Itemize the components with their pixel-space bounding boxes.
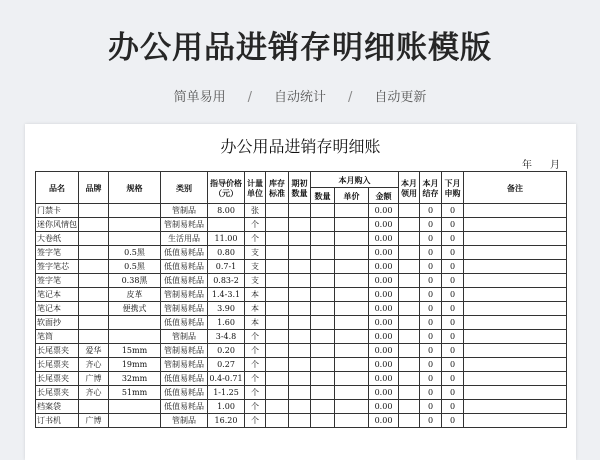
table-row <box>36 358 567 372</box>
cell-unit-price <box>335 344 369 358</box>
cell-brand: 爱华 <box>79 344 109 358</box>
cell-amount: 0.00 <box>369 288 399 302</box>
cell-name: 笔记本 <box>36 288 79 302</box>
cell-spec: 32mm <box>109 372 161 386</box>
table-row <box>36 260 567 274</box>
cell-unit: 个 <box>245 358 266 372</box>
cell-category: 低值易耗品 <box>161 246 208 260</box>
cell-qty <box>311 344 335 358</box>
cell-balance: 0 <box>420 330 442 344</box>
cell-opening-qty <box>289 386 311 400</box>
cell-unit: 个 <box>245 372 266 386</box>
cell-request: 0 <box>442 274 464 288</box>
col-header-stock-standard: 库存标准 <box>266 172 289 204</box>
cell-spec: 0.38黑 <box>109 274 161 288</box>
cell-stock-standard <box>266 372 289 386</box>
cell-stock-standard <box>266 386 289 400</box>
cell-guide-price: 1.00 <box>208 400 245 414</box>
cell-note <box>464 232 567 246</box>
cell-unit: 个 <box>245 400 266 414</box>
cell-request: 0 <box>442 344 464 358</box>
table-row <box>36 204 567 218</box>
cell-unit: 个 <box>245 330 266 344</box>
cell-guide-price: 0.80 <box>208 246 245 260</box>
cell-unit: 个 <box>245 414 266 428</box>
cell-category: 管制品 <box>161 414 208 428</box>
cell-brand <box>79 400 109 414</box>
cell-opening-qty <box>289 400 311 414</box>
cell-note <box>464 330 567 344</box>
cell-guide-price: 1.4-3.1 <box>208 288 245 302</box>
cell-balance: 0 <box>420 246 442 260</box>
cell-brand <box>79 330 109 344</box>
cell-unit: 本 <box>245 288 266 302</box>
table-row <box>36 302 567 316</box>
cell-guide-price: 11.00 <box>208 232 245 246</box>
cell-spec: 0.5黑 <box>109 246 161 260</box>
cell-balance: 0 <box>420 316 442 330</box>
cell-category: 低值易耗品 <box>161 260 208 274</box>
cell-brand <box>79 288 109 302</box>
cell-name: 签字笔芯 <box>36 260 79 274</box>
cell-amount: 0.00 <box>369 386 399 400</box>
cell-name: 签字笔 <box>36 246 79 260</box>
cell-category: 低值易耗品 <box>161 400 208 414</box>
cell-request: 0 <box>442 400 464 414</box>
cell-category: 管制易耗品 <box>161 358 208 372</box>
cell-amount: 0.00 <box>369 302 399 316</box>
table-row <box>36 232 567 246</box>
cell-used <box>399 232 420 246</box>
cell-brand <box>79 204 109 218</box>
cell-amount: 0.00 <box>369 344 399 358</box>
cell-balance: 0 <box>420 232 442 246</box>
cell-stock-standard <box>266 232 289 246</box>
cell-used <box>399 246 420 260</box>
col-header-purchase-group: 本月购入 <box>311 172 399 188</box>
cell-balance: 0 <box>420 260 442 274</box>
cell-used <box>399 260 420 274</box>
cell-balance: 0 <box>420 288 442 302</box>
spreadsheet-preview <box>25 124 576 460</box>
cell-opening-qty <box>289 274 311 288</box>
cell-used <box>399 400 420 414</box>
cell-balance: 0 <box>420 302 442 316</box>
cell-unit-price <box>335 302 369 316</box>
ledger-body <box>36 204 567 428</box>
cell-guide-price: 8.00 <box>208 204 245 218</box>
cell-used <box>399 274 420 288</box>
table-row <box>36 288 567 302</box>
cell-name: 迷你风情包 <box>36 218 79 232</box>
table-row <box>36 414 567 428</box>
table-row <box>36 330 567 344</box>
cell-note <box>464 414 567 428</box>
cell-qty <box>311 260 335 274</box>
cell-qty <box>311 386 335 400</box>
cell-unit-price <box>335 218 369 232</box>
col-header-request: 下月申购 <box>442 172 464 204</box>
cell-unit: 个 <box>245 232 266 246</box>
cell-qty <box>311 372 335 386</box>
cell-unit-price <box>335 232 369 246</box>
cell-spec <box>109 414 161 428</box>
cell-category: 管制易耗品 <box>161 344 208 358</box>
cell-qty <box>311 302 335 316</box>
page-title: 办公用品进销存明细账模版 <box>108 30 492 66</box>
cell-brand <box>79 260 109 274</box>
tag-separator: / <box>247 90 252 105</box>
cell-note <box>464 358 567 372</box>
cell-category: 低值易耗品 <box>161 274 208 288</box>
cell-used <box>399 344 420 358</box>
cell-amount: 0.00 <box>369 372 399 386</box>
cell-name: 笔记本 <box>36 302 79 316</box>
cell-request: 0 <box>442 260 464 274</box>
tag-separator: / <box>348 90 353 105</box>
cell-spec: 15mm <box>109 344 161 358</box>
cell-unit-price <box>335 260 369 274</box>
table-row <box>36 316 567 330</box>
ledger-table <box>35 171 567 428</box>
cell-spec <box>109 330 161 344</box>
cell-unit: 个 <box>245 386 266 400</box>
cell-brand <box>79 302 109 316</box>
cell-brand: 齐心 <box>79 386 109 400</box>
col-header-brand: 品牌 <box>79 172 109 204</box>
cell-guide-price: 3-4.8 <box>208 330 245 344</box>
cell-guide-price: 0.83-2 <box>208 274 245 288</box>
cell-unit: 本 <box>245 316 266 330</box>
table-row <box>36 274 567 288</box>
cell-opening-qty <box>289 204 311 218</box>
cell-used <box>399 358 420 372</box>
cell-used <box>399 330 420 344</box>
cell-guide-price <box>208 218 245 232</box>
cell-category: 低值易耗品 <box>161 386 208 400</box>
cell-amount: 0.00 <box>369 218 399 232</box>
cell-unit-price <box>335 330 369 344</box>
col-header-unit: 计量单位 <box>245 172 266 204</box>
cell-balance: 0 <box>420 204 442 218</box>
cell-qty <box>311 330 335 344</box>
cell-name: 大卷纸 <box>36 232 79 246</box>
cell-name: 笔筒 <box>36 330 79 344</box>
cell-guide-price: 16.20 <box>208 414 245 428</box>
cell-note <box>464 316 567 330</box>
cell-spec <box>109 400 161 414</box>
cell-spec: 便携式 <box>109 302 161 316</box>
cell-qty <box>311 274 335 288</box>
cell-note <box>464 260 567 274</box>
col-header-unit-price: 单价 <box>335 188 369 204</box>
cell-unit: 支 <box>245 246 266 260</box>
cell-balance: 0 <box>420 274 442 288</box>
cell-unit-price <box>335 400 369 414</box>
cell-unit: 张 <box>245 204 266 218</box>
cell-qty <box>311 358 335 372</box>
cell-stock-standard <box>266 344 289 358</box>
col-header-used: 本月领用 <box>399 172 420 204</box>
cell-request: 0 <box>442 246 464 260</box>
cell-note <box>464 386 567 400</box>
cell-note <box>464 372 567 386</box>
table-row <box>36 246 567 260</box>
cell-balance: 0 <box>420 372 442 386</box>
cell-unit: 个 <box>245 218 266 232</box>
col-header-opening-qty: 期初数量 <box>289 172 311 204</box>
cell-qty <box>311 232 335 246</box>
cell-category: 管制易耗品 <box>161 302 208 316</box>
cell-spec <box>109 204 161 218</box>
cell-unit-price <box>335 372 369 386</box>
cell-brand: 广博 <box>79 414 109 428</box>
cell-brand <box>79 232 109 246</box>
cell-stock-standard <box>266 316 289 330</box>
cell-opening-qty <box>289 246 311 260</box>
cell-request: 0 <box>442 386 464 400</box>
cell-category: 管制易耗品 <box>161 288 208 302</box>
table-row <box>36 386 567 400</box>
cell-opening-qty <box>289 232 311 246</box>
cell-request: 0 <box>442 330 464 344</box>
cell-spec: 19mm <box>109 358 161 372</box>
cell-amount: 0.00 <box>369 414 399 428</box>
cell-amount: 0.00 <box>369 204 399 218</box>
cell-used <box>399 372 420 386</box>
cell-amount: 0.00 <box>369 330 399 344</box>
cell-guide-price: 1-1.25 <box>208 386 245 400</box>
cell-note <box>464 274 567 288</box>
cell-note <box>464 218 567 232</box>
cell-spec <box>109 316 161 330</box>
cell-note <box>464 400 567 414</box>
cell-brand <box>79 218 109 232</box>
cell-used <box>399 414 420 428</box>
cell-guide-price: 0.27 <box>208 358 245 372</box>
cell-unit-price <box>335 204 369 218</box>
cell-qty <box>311 204 335 218</box>
cell-request: 0 <box>442 358 464 372</box>
col-header-balance: 本月结存 <box>420 172 442 204</box>
cell-amount: 0.00 <box>369 274 399 288</box>
cell-name: 长尾票夹 <box>36 386 79 400</box>
sheet-title: 办公用品进销存明细账 <box>220 137 381 156</box>
cell-amount: 0.00 <box>369 358 399 372</box>
cell-note <box>464 302 567 316</box>
cell-brand <box>79 246 109 260</box>
cell-unit-price <box>335 386 369 400</box>
cell-qty <box>311 218 335 232</box>
cell-name: 档案袋 <box>36 400 79 414</box>
cell-brand <box>79 316 109 330</box>
cell-stock-standard <box>266 260 289 274</box>
cell-guide-price: 3.90 <box>208 302 245 316</box>
cell-unit-price <box>335 316 369 330</box>
tag-auto-update: 自动更新 <box>374 90 427 105</box>
year-label: 年 <box>522 160 532 171</box>
cell-note <box>464 288 567 302</box>
cell-unit: 个 <box>245 344 266 358</box>
cell-category: 管制品 <box>161 204 208 218</box>
cell-unit-price <box>335 414 369 428</box>
table-row <box>36 400 567 414</box>
cell-amount: 0.00 <box>369 400 399 414</box>
col-header-qty: 数量 <box>311 188 335 204</box>
cell-note <box>464 344 567 358</box>
table-row <box>36 372 567 386</box>
cell-category: 低值易耗品 <box>161 372 208 386</box>
cell-stock-standard <box>266 288 289 302</box>
cell-balance: 0 <box>420 414 442 428</box>
table-row <box>36 218 567 232</box>
cell-stock-standard <box>266 218 289 232</box>
cell-brand <box>79 274 109 288</box>
tagline <box>0 86 600 105</box>
cell-guide-price: 0.4-0.71 <box>208 372 245 386</box>
cell-stock-standard <box>266 400 289 414</box>
cell-spec <box>109 232 161 246</box>
cell-request: 0 <box>442 414 464 428</box>
cell-unit: 支 <box>245 274 266 288</box>
cell-spec: 51mm <box>109 386 161 400</box>
cell-stock-standard <box>266 274 289 288</box>
cell-name: 长尾票夹 <box>36 344 79 358</box>
cell-opening-qty <box>289 344 311 358</box>
cell-name: 软面抄 <box>36 316 79 330</box>
cell-request: 0 <box>442 218 464 232</box>
cell-spec: 0.5黑 <box>109 260 161 274</box>
cell-opening-qty <box>289 330 311 344</box>
cell-used <box>399 288 420 302</box>
cell-opening-qty <box>289 316 311 330</box>
cell-used <box>399 302 420 316</box>
cell-stock-standard <box>266 414 289 428</box>
cell-amount: 0.00 <box>369 246 399 260</box>
cell-amount: 0.00 <box>369 232 399 246</box>
col-header-note: 备注 <box>464 172 567 204</box>
col-header-category: 类别 <box>161 172 208 204</box>
col-header-amount: 金额 <box>369 188 399 204</box>
cell-unit-price <box>335 288 369 302</box>
cell-opening-qty <box>289 358 311 372</box>
cell-spec: 皮革 <box>109 288 161 302</box>
cell-request: 0 <box>442 316 464 330</box>
cell-qty <box>311 246 335 260</box>
cell-balance: 0 <box>420 358 442 372</box>
cell-stock-standard <box>266 302 289 316</box>
cell-amount: 0.00 <box>369 260 399 274</box>
cell-name: 长尾票夹 <box>36 358 79 372</box>
cell-brand: 齐心 <box>79 358 109 372</box>
cell-category: 管制易耗品 <box>161 218 208 232</box>
cell-used <box>399 218 420 232</box>
cell-qty <box>311 316 335 330</box>
cell-used <box>399 204 420 218</box>
cell-balance: 0 <box>420 218 442 232</box>
cell-qty <box>311 400 335 414</box>
cell-request: 0 <box>442 302 464 316</box>
cell-unit: 支 <box>245 260 266 274</box>
cell-balance: 0 <box>420 386 442 400</box>
cell-used <box>399 386 420 400</box>
tag-auto-stats: 自动统计 <box>273 90 326 105</box>
cell-category: 生活用品 <box>161 232 208 246</box>
tag-easy: 简单易用 <box>173 90 226 105</box>
cell-name: 签字笔 <box>36 274 79 288</box>
cell-stock-standard <box>266 330 289 344</box>
cell-opening-qty <box>289 414 311 428</box>
month-label: 月 <box>550 160 560 171</box>
cell-qty <box>311 288 335 302</box>
cell-balance: 0 <box>420 400 442 414</box>
cell-stock-standard <box>266 358 289 372</box>
cell-stock-standard <box>266 204 289 218</box>
cell-guide-price: 0.7-1 <box>208 260 245 274</box>
cell-unit-price <box>335 358 369 372</box>
cell-unit: 本 <box>245 302 266 316</box>
date-label <box>504 156 560 171</box>
cell-guide-price: 1.60 <box>208 316 245 330</box>
cell-category: 管制品 <box>161 330 208 344</box>
cell-name: 订书机 <box>36 414 79 428</box>
cell-request: 0 <box>442 288 464 302</box>
cell-opening-qty <box>289 288 311 302</box>
cell-opening-qty <box>289 372 311 386</box>
col-header-name: 品名 <box>36 172 79 204</box>
cell-opening-qty <box>289 260 311 274</box>
cell-request: 0 <box>442 204 464 218</box>
col-header-spec: 规格 <box>109 172 161 204</box>
cell-brand: 广博 <box>79 372 109 386</box>
cell-qty <box>311 414 335 428</box>
cell-note <box>464 204 567 218</box>
cell-balance: 0 <box>420 344 442 358</box>
cell-request: 0 <box>442 372 464 386</box>
cell-request: 0 <box>442 232 464 246</box>
cell-used <box>399 316 420 330</box>
cell-opening-qty <box>289 218 311 232</box>
cell-name: 门禁卡 <box>36 204 79 218</box>
cell-unit-price <box>335 246 369 260</box>
cell-opening-qty <box>289 302 311 316</box>
cell-category: 低值易耗品 <box>161 316 208 330</box>
cell-stock-standard <box>266 246 289 260</box>
cell-amount: 0.00 <box>369 316 399 330</box>
cell-guide-price: 0.20 <box>208 344 245 358</box>
cell-spec <box>109 218 161 232</box>
col-header-guide-price: 指导价格（元） <box>208 172 245 204</box>
cell-note <box>464 246 567 260</box>
cell-name: 长尾票夹 <box>36 372 79 386</box>
table-row <box>36 344 567 358</box>
cell-unit-price <box>335 274 369 288</box>
